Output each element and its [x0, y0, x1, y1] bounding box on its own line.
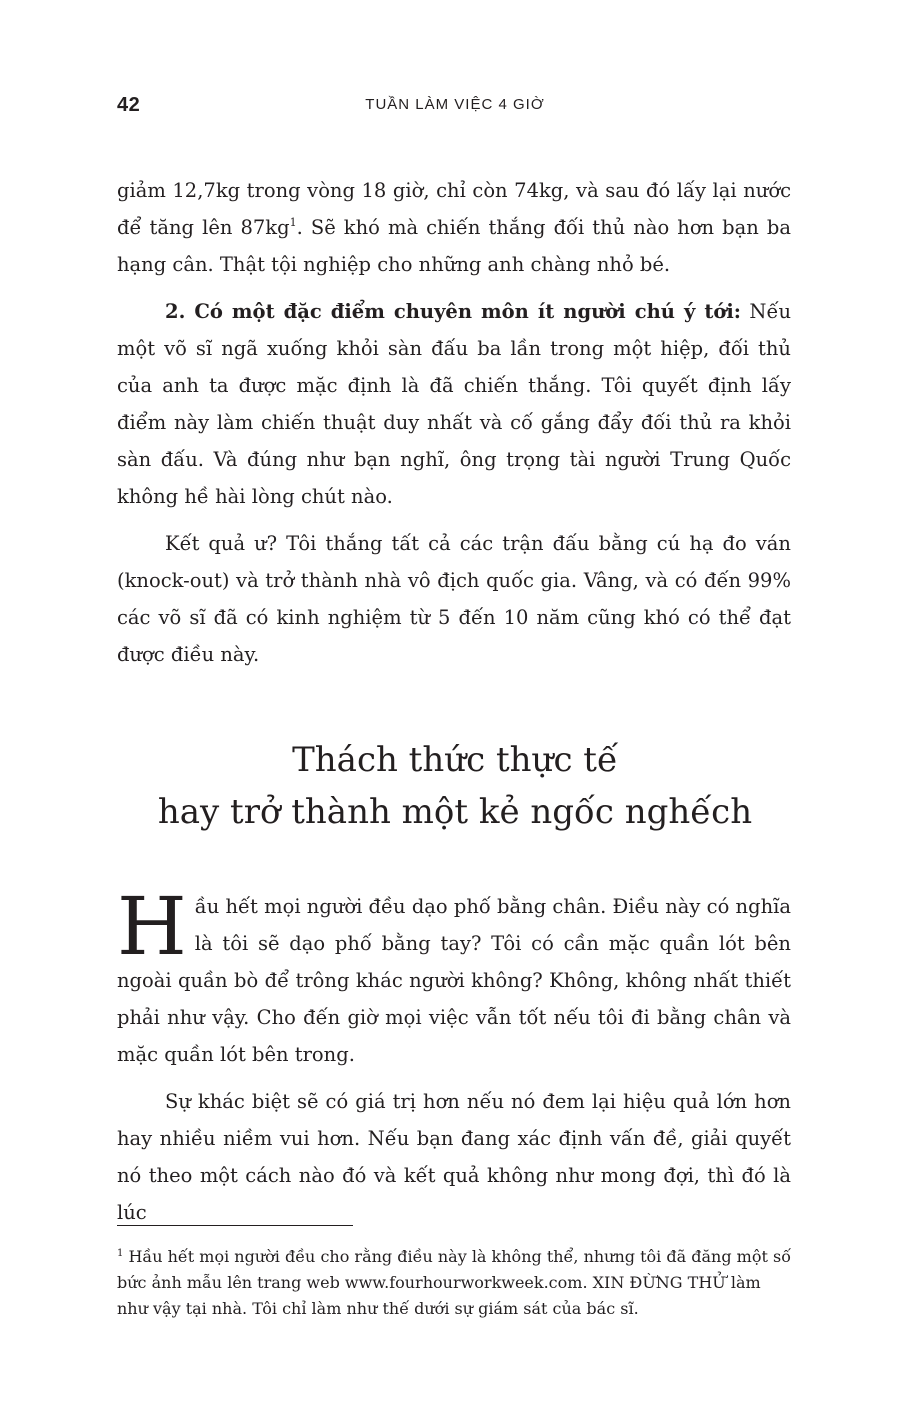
footnote [117, 1244, 791, 1322]
paragraph [117, 293, 791, 515]
paragraph [117, 172, 791, 283]
page-number: 42 [117, 94, 141, 116]
footnote-reference[interactable]: 1 [289, 216, 297, 229]
section-heading-line: Thách thức thực tế [292, 740, 618, 780]
footnote-marker: 1 [117, 1248, 124, 1259]
running-header-title: TUẦN LÀM VIỆC 4 GIỜ [365, 96, 545, 113]
bold-lead-in: 2. Có một đặc điểm chuyên môn ít người chú ý tới: [165, 300, 741, 323]
paragraph-text: giảm 12,7kg trong vòng 18 giờ, chỉ còn 74kg, và sau đó lấy lại nước để tăng lên 87kg [117, 179, 791, 239]
paragraph [117, 880, 791, 1073]
body-section-bottom [117, 880, 791, 1231]
section-heading-line: hay trở thành một kẻ ngốc nghếch [157, 792, 753, 832]
paragraph: Sự khác biệt sẽ có giá trị hơn nếu nó đem lại hiệu quả lớn hơn hay nhiều niềm vui hơn. Nếu bạn đang xác định vấn đề, giải quyết nó theo một cách nào đó và kết quả không như mong đợi, thì đó là lúc [117, 1090, 791, 1224]
body-section-top [117, 172, 791, 673]
paragraph-text: ầu hết mọi người đều dạo phố bằng chân. Điều này có nghĩa là tôi sẽ dạo phố bằng tay? Tôi có cần mặc quần lót bên ngoài quần bò để trông khác người không? Không, không nhất thiết phải như vậy. Cho đến giờ mọi việc vẫn tốt nếu tôi đi bằng chân và mặc quần lót bên trong. [117, 895, 791, 1066]
drop-cap: H [117, 880, 187, 973]
footnote-text: Hầu hết mọi người đều cho rằng điều này là không thể, nhưng tôi đã đăng một số bức ảnh mẫu lên trang web www.fourhourworkweek.com. XIN ĐỪNG THỬ làm như vậy tại nhà. Tôi chỉ làm như thế dưới sự giám sát của bác sĩ. [117, 1247, 791, 1318]
paragraph-text: Nếu một võ sĩ ngã xuống khỏi sàn đấu ba lần trong một hiệp, đối thủ của anh ta được mặc định là đã chiến thắng. Tôi quyết định lấy điểm này làm chiến thuật duy nhất và cố gắng đẩy đối thủ ra khỏi sàn đấu. Và đúng như bạn nghĩ, ông trọng tài người Trung Quốc không hề hài lòng chút nào. [117, 300, 792, 508]
paragraph: Kết quả ư? Tôi thắng tất cả các trận đấu bằng cú hạ đo ván (knock-out) và trở thành nhà vô địch quốc gia. Vâng, và có đến 99% các võ sĩ đã có kinh nghiệm từ 5 đến 10 năm cũng khó có thể đạt được điều này. [117, 532, 791, 666]
section-heading [0, 734, 910, 838]
paragraph-text: . Sẽ khó mà chiến thắng đối thủ nào hơn bạn ba hạng cân. Thật tội nghiệp cho những anh chàng nhỏ bé. [117, 216, 791, 276]
footnote-divider [117, 1225, 353, 1226]
